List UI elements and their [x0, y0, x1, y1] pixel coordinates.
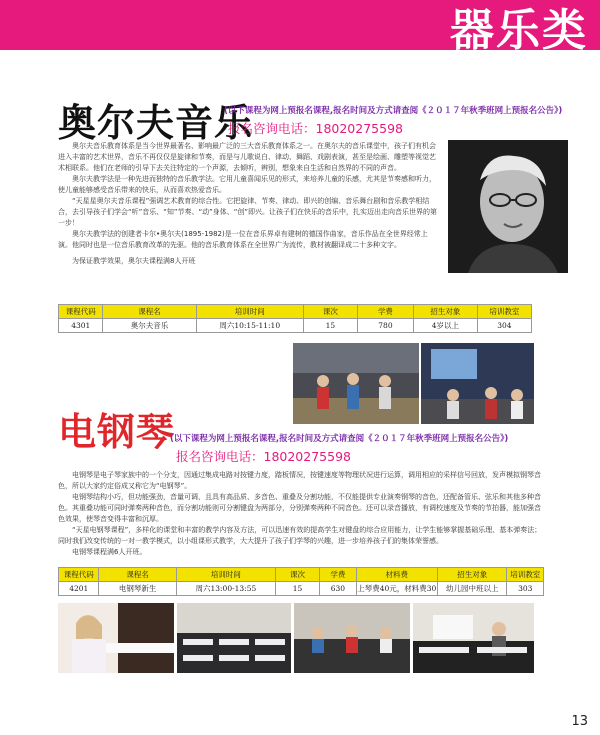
orff-guarantee: 为保证教学效果，奥尔夫课程满8人开班	[72, 257, 196, 265]
orff-paragraph: 奥尔夫音乐教育体系是当今世界最著名、影响最广泛的三大音乐教育体系之一。在奥尔夫的音乐课堂中，孩子们有机会进入丰富的艺术世界，音乐不再仅仅是旋律和节奏，而是与儿歌说白、律动、舞蹈、戏剧表演，甚至是绘画、雕塑等视觉艺术相联系。他们在老师的引导下去关注特定的一个声源，去倾听，辨别，想象来自生活和自然界的不同的声音。	[58, 142, 436, 172]
orff-course-table	[58, 304, 532, 333]
table-row	[59, 582, 544, 596]
table-cell: 周六10:15-11:10	[196, 319, 303, 333]
piano-paragraph: 电钢琴结构小巧，但功能强劲，音量可调，且具有高品质、多音色、重叠及分割功能，不仅能提供专业演奏钢琴的音色，还配备管乐、弦乐和其他多种音色。其重叠功能可同时弹奏两种音色，而分割功能则可分割键盘为两部分，分别弹奏两种不同音色。还可以录音播放，有调校速度及节奏的节拍器，能加强音色效果，使琴音变得丰富和沉厚。	[58, 493, 541, 523]
category-title: 器乐类	[450, 5, 588, 56]
table-header-cell: 学费	[320, 568, 356, 582]
orff-portrait-photo	[448, 140, 568, 273]
table-cell: 电钢琴新生	[99, 582, 176, 596]
piano-photo-4	[413, 603, 534, 673]
table-header-cell: 招生对象	[437, 568, 506, 582]
table-cell: 630	[320, 582, 356, 596]
table-header-cell: 课次	[303, 305, 357, 319]
piano-photo-3	[294, 603, 410, 673]
piano-photo-1	[58, 603, 174, 673]
orff-note: (以下课程为网上预报名课程,报名时间及方式请查阅《２０１７年秋季班网上预报名公告》)	[224, 106, 563, 116]
piano-body	[58, 470, 544, 558]
piano-paragraph: 电钢琴课程满6人开班。	[72, 548, 147, 556]
orff-paragraph: 奥尔夫教学法的创建者卡尔•奥尔夫(1895-1982)是一位在音乐界卓有建树的德国作曲家，音乐作品在全世界经常上演。他同时也是一位音乐教育改革的先驱。他的音乐教育体系在全世界广为流传，教材被翻译成二十多种文字。	[58, 230, 428, 249]
table-row	[59, 319, 532, 333]
table-cell: 周六13:00-13:55	[176, 582, 275, 596]
orff-class-photo-2	[421, 343, 534, 424]
piano-note: (以下课程为网上预报名课程,报名时间及方式请查阅《２０１７年秋季班网上预报名公告》)	[170, 434, 509, 444]
table-cell: 303	[507, 582, 544, 596]
table-cell: 15	[303, 319, 357, 333]
table-header-cell: 学费	[357, 305, 413, 319]
orff-phone: 报名咨询电话：18020275598	[228, 121, 403, 136]
piano-course-table	[58, 567, 544, 596]
piano-paragraph: 电钢琴是电子琴家族中的一个分支，因通过集成电路对按键力度，踏板情况，按键速度等物理状况进行运算，调用相应的采样信号回放，发声模拟钢琴音色，所以大家约定俗成又称它为“电钢琴”。	[58, 471, 541, 490]
table-cell: 幼儿园中班以上	[437, 582, 506, 596]
table-header-row	[59, 568, 544, 582]
table-header-cell: 培训时间	[196, 305, 303, 319]
page-number: 13	[571, 714, 588, 729]
orff-class-photo-1	[293, 343, 419, 424]
table-cell: 4岁以上	[414, 319, 478, 333]
table-header-row	[59, 305, 532, 319]
table-cell: 上琴费40元，材料费30	[356, 582, 437, 596]
orff-paragraph: “天星星奥尔夫音乐课程”强调艺术教育的综合性。它把旋律、节奏、律动、即兴的创编、音乐舞台剧和音乐教学相结合，去引导孩子们学会“听”音乐、“知”节奏、“动”身体、“创”即兴。让孩子们在快乐的音乐中，扎实迈出走向音乐世界的第一步！	[58, 197, 438, 227]
table-header-cell: 课程代码	[59, 568, 99, 582]
header-bar	[0, 0, 600, 56]
table-cell: 780	[357, 319, 413, 333]
piano-photo-2	[177, 603, 291, 673]
table-cell: 4201	[59, 582, 99, 596]
table-header-cell: 培训时间	[176, 568, 275, 582]
piano-title: 电钢琴	[58, 410, 176, 454]
table-cell: 4301	[59, 319, 103, 333]
table-header-cell: 材料费	[356, 568, 437, 582]
table-header-cell: 招生对象	[414, 305, 478, 319]
table-cell: 304	[477, 319, 531, 333]
orff-paragraph: 奥尔夫教学法是一种先进而独特的音乐教学法。它用儿童喜闻乐见的形式，来培养儿童的乐感，尤其是节奏感和听力，使儿童能够感受音乐带来的快乐，从而喜欢热爱音乐。	[58, 175, 436, 194]
table-header-cell: 课程名	[99, 568, 176, 582]
table-header-cell: 培训教室	[507, 568, 544, 582]
piano-paragraph: “天星电钢琴课程”，多样化的课堂和丰富的教学内容及方法，可以迅速有效的提高学生对键盘的综合应用能力，让学生能够掌握基础乐理、基本弹奏法；同时我们改变传统的一对一教学模式，以小组课形式教学，大大提升了孩子们学琴的兴趣，进一步培养孩子们的集体荣誉感。	[58, 526, 542, 545]
orff-body	[58, 141, 440, 267]
table-header-cell: 培训教室	[477, 305, 531, 319]
table-cell: 奥尔夫音乐	[103, 319, 196, 333]
orff-title: 奥尔夫音乐	[58, 101, 254, 145]
piano-phone: 报名咨询电话：18020275598	[176, 449, 351, 464]
table-cell: 15	[275, 582, 319, 596]
table-header-cell: 课程名	[103, 305, 196, 319]
table-header-cell: 课次	[275, 568, 319, 582]
table-header-cell: 课程代码	[59, 305, 103, 319]
